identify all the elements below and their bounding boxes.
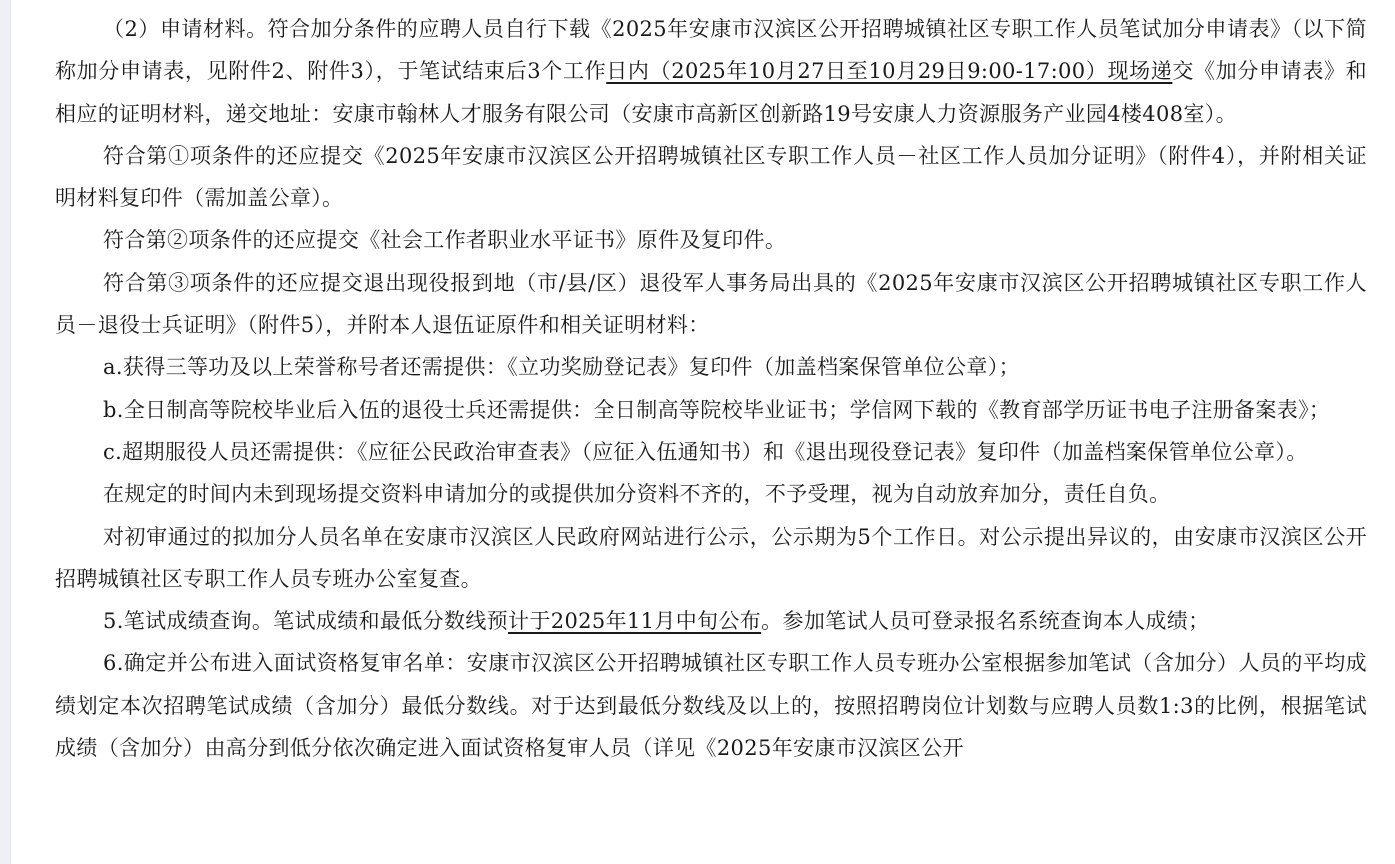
- paragraph-interview-list: [55, 642, 1367, 769]
- paragraph-condition-2: [55, 219, 1367, 261]
- text-run: 。参加笔试人员可登录报名系统查询本人成绩；: [761, 609, 1210, 634]
- paragraph-condition-3: [55, 262, 1367, 347]
- document-body: [55, 8, 1367, 769]
- text-run: 6.确定并公布进入面试资格复审名单：安康市汉滨区公开招聘城镇社区专职工作人员专班办公室根据参加笔试（含加分）人员的平均成绩划定本次招聘笔试成绩（含加分）最低分数线。对于达到最低分数线及以上的，按照招聘岗位计划数与应聘人员数1:3的比例，根据笔试成绩（含加分）由高分到低分依次确定进入面试资格复审人员（详见《2025年安康市汉滨区公开: [55, 651, 1367, 761]
- text-run: c.超期服役人员还需提供：《应征公民政治审查表》（应征入伍通知书）和《退出现役登记表》复印件（加盖档案保管单位公章）。: [103, 439, 1308, 464]
- text-run: 符合第③项条件的还应提交退出现役报到地（市/县/区）退役军人事务局出具的《2025年安康市汉滨区公开招聘城镇社区专职工作人员－退役士兵证明》（附件5），并附本人退伍证原件和相关证明材料：: [55, 270, 1367, 338]
- paragraph-late-submission: [55, 473, 1367, 515]
- text-run: 5.笔试成绩查询。笔试成绩和最低分数线预: [103, 609, 509, 634]
- paragraph-condition-1: [55, 135, 1367, 220]
- text-run: 对初审通过的拟加分人员名单在安康市汉滨区人民政府网站进行公示，公示期为5个工作日。对公示提出异议的，由安康市汉滨区公开招聘城镇社区专职工作人员专班办公室复查。: [55, 524, 1367, 591]
- paragraph-score-query: [55, 600, 1367, 642]
- text-run: a.获得三等功及以上荣誉称号者还需提供：《立功奖励登记表》复印件（加盖档案保管单位公章）；: [103, 355, 1020, 380]
- text-run: 在规定的时间内未到现场提交资料申请加分的或提供加分资料不齐的，不予受理，视为自动放弃加分，责任自负。: [103, 482, 1171, 507]
- announcement-date-underlined-text: 计于2025年11月中旬公布: [508, 609, 762, 634]
- left-margin-rail: [0, 0, 11, 864]
- paragraph-publicity: [55, 516, 1367, 601]
- paragraph-item-a: [55, 346, 1367, 388]
- text-run: 符合第②项条件的还应提交《社会工作者职业水平证书》原件及复印件。: [103, 228, 787, 253]
- paragraph-item-c: [55, 431, 1367, 473]
- text-run: b.全日制高等院校毕业后入伍的退役士兵还需提供：全日制高等院校毕业证书；学信网下载的《教育部学历证书电子注册备案表》；: [103, 397, 1331, 422]
- deadline-underlined-text: 日内（2025年10月27日至10月29日9:00-17:00）现场递: [606, 59, 1173, 84]
- text-run: 交《加分申请表》和相应的证明材料，递交地址：安康市翰林人才服务有限公司（安康市高新区创新路19号安康人力资源服务产业园4楼408室）。: [55, 59, 1367, 126]
- paragraph-item-b: [55, 389, 1367, 431]
- text-run: 符合第①项条件的还应提交《2025年安康市汉滨区公开招聘城镇社区专职工作人员－社区工作人员加分证明》（附件4），并附相关证明材料复印件（需加盖公章）。: [55, 143, 1367, 211]
- paragraph-application-materials: [55, 8, 1367, 135]
- text-run: （2）申请材料。符合加分条件的应聘人员自行下载《2025年安康市汉滨区公开招聘城镇社区专职工作人员笔试加分申请表》（以下简称加分申请表，见附件2、附件3），于笔试结束后3个工作: [55, 17, 1367, 84]
